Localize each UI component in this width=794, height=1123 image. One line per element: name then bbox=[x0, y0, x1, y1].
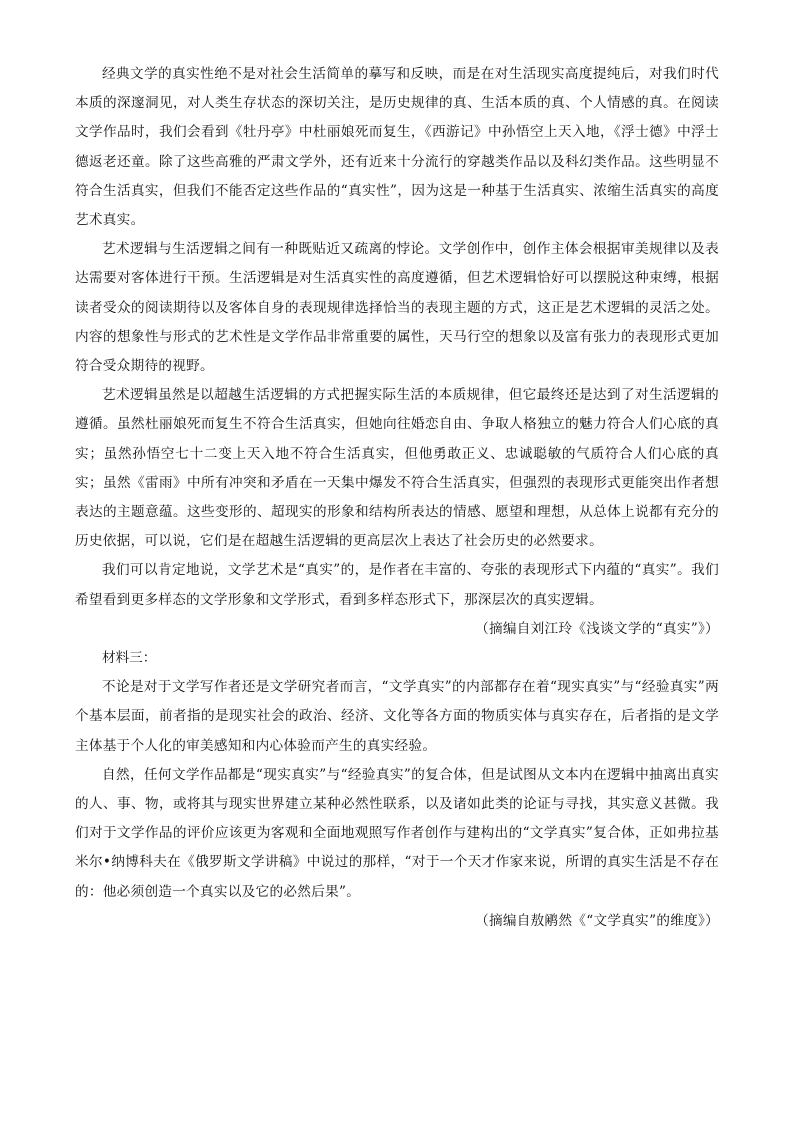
document-page bbox=[75, 60, 719, 936]
paragraph-1: 经典文学的真实性绝不是对社会生活简单的摹写和反映，而是在对生活现实高度提纯后，对我们时代本质的深邃洞见，对人类生存状态的深切关注，是历史规律的真、生活本质的真、个人情感的真。在阅读文学作品时，我们会看到《牡丹亭》中杜丽娘死而复生，《西游记》中孙悟空上天入地，《浮士德》中浮士德返老还童。除了这些高雅的严肃文学外，还有近来十分流行的穿越类作品以及科幻类作品。这些明显不符合生活真实，但我们不能否定这些作品的“真实性”，因为这是一种基于生活真实、浓缩生活真实的高度艺术真实。 bbox=[75, 66, 719, 229]
material-3-label: 材料三： bbox=[102, 650, 157, 667]
source-citation-2: （摘编自敖鹇然《“文学真实”的维度》） bbox=[475, 912, 719, 929]
paragraph-2: 艺术逻辑与生活逻辑之间有一种既贴近又疏离的悖论。文学创作中，创作主体会根据审美规律以及表达需要对客体进行干预。生活逻辑是对生活真实性的高度遵循，但艺术逻辑恰好可以摆脱这种束缚，根据读者受众的阅读期待以及客体自身的表现规律选择恰当的表现主题的方式，这正是艺术逻辑的灵活之处。内容的想象性与形式的艺术性是文学作品非常重要的属性，天马行空的想象以及富有张力的表现形式更加符合受众期待的视野。 bbox=[75, 241, 719, 375]
material-3-paragraph-2: 自然，任何文学作品都是“现实真实”与“经验真实”的复合体，但是试图从文本内在逻辑中抽离出真实的人、事、物，或将其与现实世界建立某种必然性联系，以及诸如此类的论证与寻找，其实意义甚微。我们对于文学作品的评价应该更为客观和全面地观照写作者创作与建构出的“文学真实”复合体，正如弗拉基米尔•纳博科夫在《俄罗斯文学讲稿》中说过的那样，“对于一个天才作家来说，所谓的真实生活是不存在的：他必须创造一个真实以及它的必然后果”。 bbox=[75, 766, 719, 900]
source-citation-1: （摘编自刘江玲《浅谈文学的“真实”》） bbox=[475, 620, 719, 637]
paragraph-4: 我们可以肯定地说，文学艺术是“真实”的，是作者在丰富的、夸张的表现形式下内蕴的“真实”。我们希望看到更多样态的文学形象和文学形式，看到多样态形式下，那深层次的真实逻辑。 bbox=[75, 562, 719, 608]
material-3-paragraph-1: 不论是对于文学写作者还是文学研究者而言，“文学真实”的内部都存在着“现实真实”与“经验真实”两个基本层面，前者指的是现实社会的政治、经济、文化等各方面的物质实体与真实存在，后者指的是文学主体基于个人化的审美感知和内心体验而产生的真实经验。 bbox=[75, 679, 719, 754]
paragraph-3: 艺术逻辑虽然是以超越生活逻辑的方式把握实际生活的本质规律，但它最终还是达到了对生活逻辑的遵循。虽然杜丽娘死而复生不符合生活真实，但她向往婚恋自由、争取人格独立的魅力符合人们心底的真实；虽然孙悟空七十二变上天入地不符合生活真实，但他勇敢正义、忠诚聪敏的气质符合人们心底的真实；虽然《雷雨》中所有冲突和矛盾在一天集中爆发不符合生活真实，但强烈的表现形式更能突出作者想表达的主题意蕴。这些变形的、超现实的形象和结构所表达的情感、愿望和理想，从总体上说都有充分的历史依据，可以说，它们是在超越生活逻辑的更高层次上表达了社会历史的必然要求。 bbox=[75, 387, 719, 550]
